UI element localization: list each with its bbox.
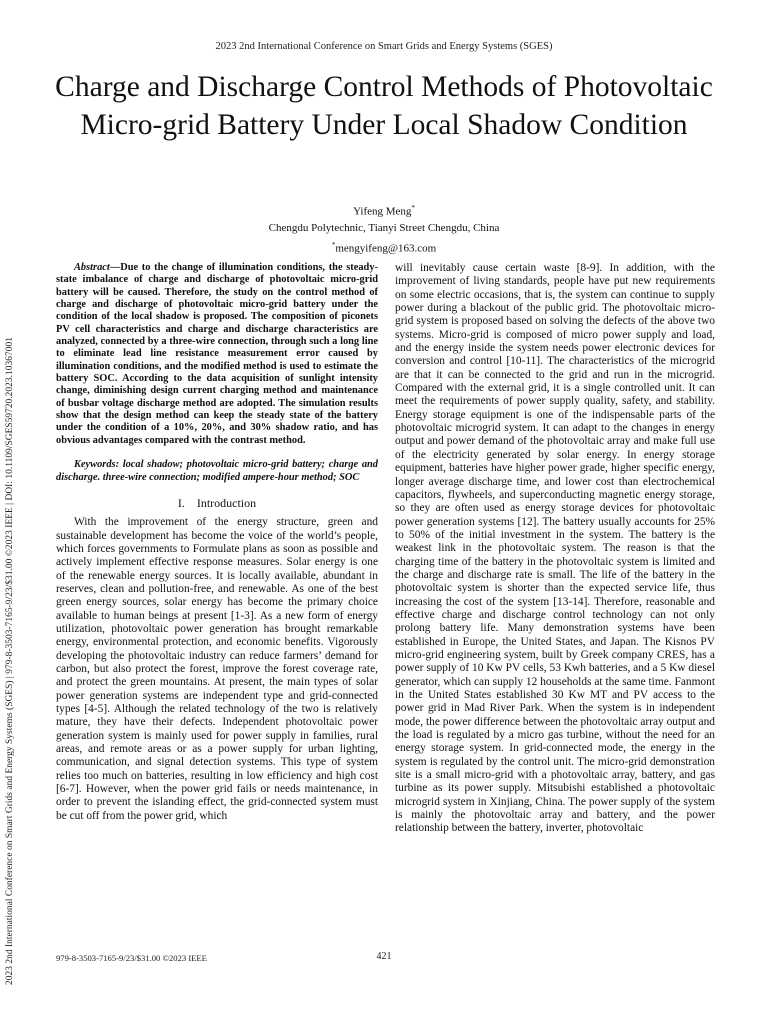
left-column (56, 262, 378, 823)
author-line (0, 200, 768, 220)
page-number: 421 (376, 951, 392, 962)
right-column (395, 262, 715, 836)
author-block (0, 200, 768, 257)
intro-continuation: will inevitably cause certain waste [8-9]. In addition, with the improvement of living standards, people have put new requirements on some electric occasions, that is, the system can continue to supply power during a blackout of the public grid. The photovoltaic micro-grid system is proposed based on solving the defects of the above two systems. Micro-grid is composed of micro power supply and load, and the energy inside the system needs power electronic devices for conversion and control [10-11]. The characteristics of the microgrid are that it can be connected to the grid and run in the microgrid. Compared with the external grid, it is a single controlled unit. It can meet the requirements of power supply quality, safety, and stability. Energy storage equipment is one of the indispensable parts of the photovoltaic microgrid system. It can adapt to the changes in energy output and power demand of the photovoltaic array and make full use of the electricity generated by solar energy. In energy storage equipment, batteries have higher power grade, higher specific energy, longer average discharge time, and lower cost than electrochemical capacitors, flywheels, and superconducting magnetic energy storage, so they are often used as energy storage devices for photovoltaic power generation systems [12]. The battery usually accounts for 25% to 50% of the initial investment in the system. The battery is the weakest link in the photovoltaic system. The reason is that the charging time of the battery in the photovoltaic system is limited and the charge and discharge rate is small. The life of the battery in the photovoltaic system is shorter than the expected service life, thus increasing the cost of the system [13-14]. Therefore, reasonable and effective charge and discharge control technology can not only prolong battery life. Many demonstration systems have been established in Europe, the United States, and Japan. The Kisnos PV micro-grid engineering system, built by Greek company CRES, has a power supply of 10 Kw PV cells, 53 Kwh batteries, and a 5 Kw diesel generator, which can supply 12 households at the same time. Fanmont in the United States established 30 Kw MT and PV access to the power grid in Mad River Park. When the system is in independent mode, the power difference between the photovoltaic array output and the load is regulated by a micro gas turbine, without the need for an energy storage system. In grid-connected mode, the energy in the system is regulated by the control unit. The micro-grid demonstration site is a small micro-grid with a photovoltaic array, battery, and gas turbine as its power supply. Mitsubishi established a photovoltaic microgrid system in Xinjiang, China. The power supply of the system is mainly the photovoltaic array and battery, and the power relationship between the battery, inverter, photovoltaic (395, 262, 715, 835)
abstract-label: Abstract (74, 262, 110, 273)
abstract-text: Due to the change of illumination conditions, the steady-state imbalance of charge and discharge of photovoltaic micro-grid battery will be caused. Therefore, the study on the control method of charge and discharge of photovoltaic micro-grid battery under the condition of the local shadow is proposed. The composition of piconets PV cell characteristics and charge and discharge characteristics are analyzed, connected by a three-wire connection, through such a long line to eliminate lead line resistance measurement error caused by illumination conditions, and the modified method is used to estimate the battery SOC. According to the data acquisition of sunlight intensity change, diminishing design current charging method and maintenance of busbar voltage discharge method are adopted. The simulation results show that the design method can keep the steady state of the battery under the condition of a 10%, 20%, and 30% shadow ratio, and has obvious advantages compared with the contrast method. (56, 262, 378, 446)
author-name: Yifeng Meng (353, 205, 412, 218)
author-mark: * (411, 204, 415, 212)
section-heading-introduction: I. Introduction (177, 495, 257, 510)
conference-header: 2023 2nd International Conference on Smart Grids and Energy Systems (SGES) (215, 41, 553, 52)
author-email: mengyifeng@163.com (335, 242, 437, 255)
intro-paragraph: With the improvement of the energy structure, green and sustainable development has become the voice of the world’s people, which forces governments to Formulate plans as soon as possible and actively implement effective response measures. Solar energy is one of the renewable energy sources. It is locally available, abundant in reserves, clean and pollution-free, and renewable. As one of the best green energy sources, solar energy has become the primary choice available to human beings at present [1-3]. As a new form of energy utilization, photovoltaic power generation has brought remarkable energy, environmental protection, and economic benefits. Vigorously developing the photovoltaic industry can reduce farmers’ demand for carbon, but also protect the forest, improve the forest coverage rate, and protect the green mountains. At present, the main types of solar power generation systems are independent type and grid-connected types [4-5]. Although the related technology of the two is relatively mature, they have their defects. Independent photovoltaic power generation system is mainly used for power supply in families, rural areas, and remote areas or as a power supply for urban lighting, communication, and signal detection systems. This type of system relies too much on batteries, resulting in low efficiency and high cost [6-7]. However, when the power grid fails or needs maintenance, in order to prevent the islanding effect, the grid-connected system must be cut off from the power grid, which (56, 516, 378, 822)
footer-isbn: 979-8-3503-7165-9/23/$31.00 ©2023 IEEE (56, 953, 207, 963)
abstract-dash: — (109, 262, 121, 273)
email-mark: * (331, 240, 336, 249)
doi-side-note: 2023 2nd International Conference on Smart Grids and Energy Systems (SGES) | 979-8-3503-7165-9/23/$31.00 ©2023 IEEE | DOI: 10.1109/SGES59720.2023.10367001 (5, 337, 15, 985)
paper-title: Charge and Discharge Control Methods of Photovoltaic Micro-grid Battery Under Local Shadow Condition (55, 71, 713, 141)
affiliation: Chengdu Polytechnic, Tianyi Street Chengdu, China (268, 222, 500, 235)
keywords: Keywords: local shadow; photovoltaic micro-grid battery; charge and discharge. three-wire connection; modified ampere-hour method; SOC (56, 459, 378, 483)
email-line (0, 237, 768, 257)
abstract (56, 262, 378, 447)
